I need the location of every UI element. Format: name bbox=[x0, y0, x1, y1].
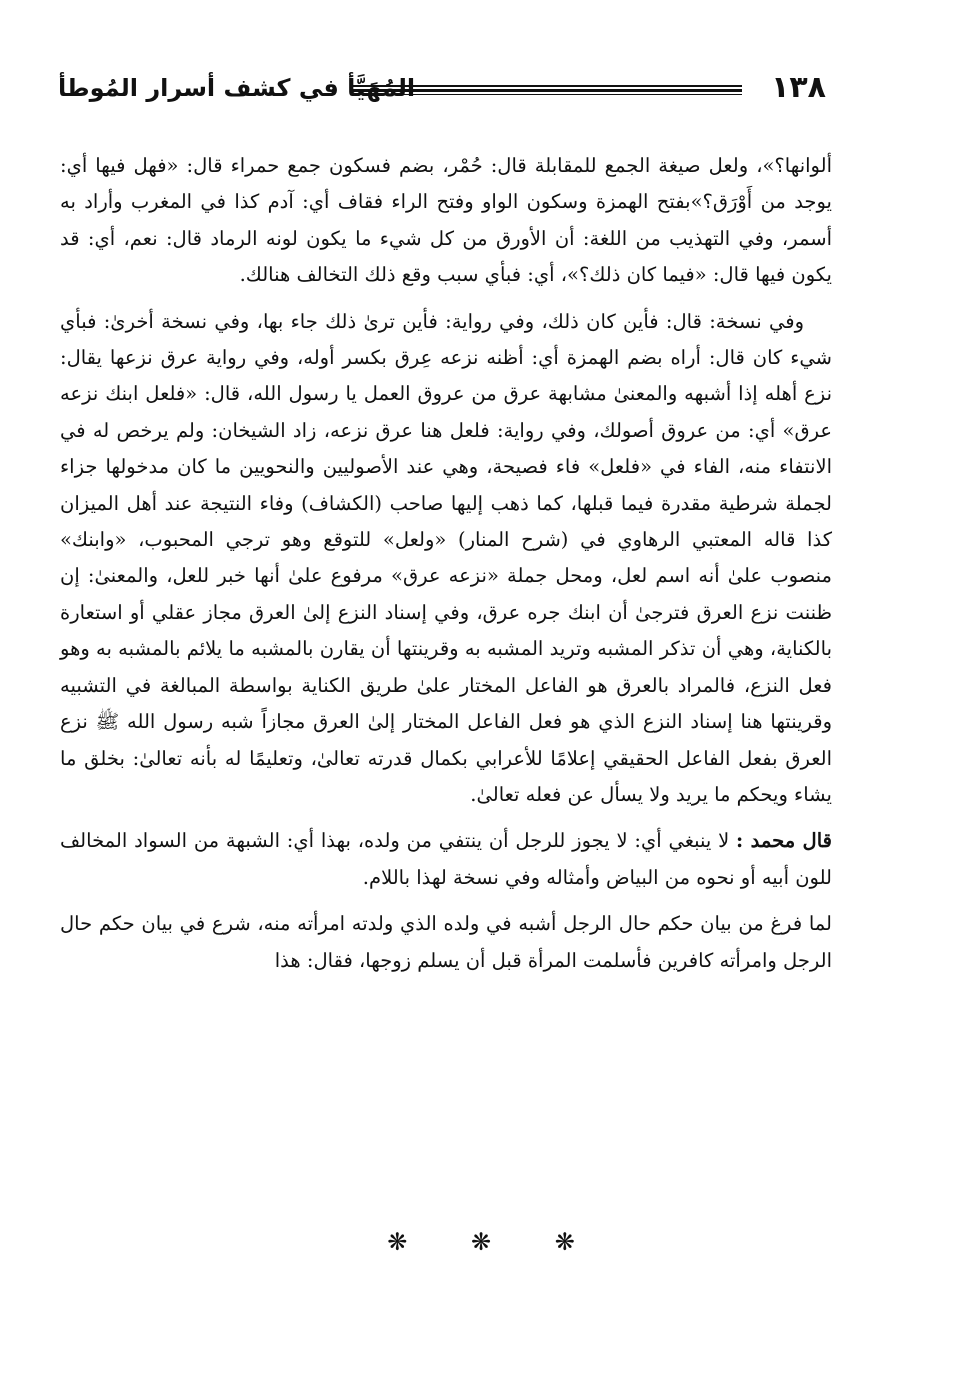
body-text bbox=[60, 148, 832, 989]
page-header bbox=[58, 68, 826, 112]
section-separator bbox=[0, 1228, 962, 1256]
paragraph-text: وفي نسخة: قال: فأين كان ذلك، وفي رواية: فأين ترىٰ ذلك جاء بها، وفي نسخة أخرىٰ: فبأي شيء كان قال: أراه بضم الهمزة أي: أظنه نزعه عِرق بكسر أوله، وفي رواية عرق نزعها يقال: نزع أهله إذا أشبهه والمعنىٰ مشابهة عرق من عروق العمل يا رسول الله، قال: «فلعل ابنك نزعه عرق» أي: من عروق أصولك، وفي رواية: فلعل هنا عرق نزعه، زاد الشيخان: ولم يرخص له في الانتفاء منه، الفاء في «فلعل» فاء فصيحة، وهي عند الأصوليين والنحويين ما كان مدخولها جزاء لجملة شرطية مقدرة فيما قبلها، كما ذهب إليها صاحب (الكشاف) وفاء النتيجة عند أهل الميزان كذا قاله المعتبي الرهاوي في (شرح المنار) «ولعل» للتوقع وهو ترجي المحبوب، «وابنك» منصوب علىٰ أنه اسم لعل، ومحل جملة «نزعه عرق» مرفوع علىٰ أنها خبر للعل، والمعنىٰ: إن ظننت نزع العرق فترجىٰ أن ابنك جره عرق، وفي إسناد النزع إلىٰ العرق مجاز عقلي أو استعارة بالكناية، وهي أن تذكر المشبه وتريد المشبه به وقرينتها أن يقارن بالمشبه ما يلائم بالمشبه به وهو فعل النزع، فالمراد بالعرق هو الفاعل المختار علىٰ طريق الكناية بواسطة المبالغة في التشبيه وقرينتها هنا إسناد النزع الذي هو فعل الفاعل المختار إلىٰ العرق مجازاً شبه رسول الله ﷺ نزع العرق بفعل الفاعل الحقيقي إعلامًا للأعرابي بكمال قدرته تعالىٰ، وتعليمًا له بأنه تعالىٰ: بخلق ما يشاء ويحكم ما يريد ولا يسأل عن فعله تعالىٰ. bbox=[60, 309, 832, 806]
page-number: ١٣٨ bbox=[771, 70, 826, 105]
asterism-icon: ❋ bbox=[554, 1228, 575, 1256]
asterism-icon: ❋ bbox=[470, 1228, 492, 1256]
paragraph-3 bbox=[60, 823, 832, 896]
paragraph-4 bbox=[60, 906, 832, 979]
paragraph-text: ألوانها؟»، ولعل صيغة الجمع للمقابلة قال: حُمْر، بضم فسكون جمع حمراء قال: «فهل فيها أي: يوجد من أَوْرَق؟»بفتح الهمزة وسكون الواو وفتح الراء فقاف أي: آدم كذا في المغرب وأراد به أسمر، وفي التهذيب من اللغة: أن الأورق من كل شيء ما يكون لونه الرماد قال: نعم، أي: قد يكون فيها قال: «فيما كان ذلك؟»، أي: فبأي سبب وقع ذلك التخالف هنالك. bbox=[60, 154, 832, 287]
paragraph-text: لا ينبغي أي: لا يجوز للرجل أن ينتفي من ولده، بهذا أي: الشبهة من السواد المخالف للون أبيه أو نحوه من البياض وأمثاله وفي نسخة لهذا باللام. bbox=[60, 829, 832, 889]
asterism-icon: ❋ bbox=[387, 1228, 408, 1256]
paragraph-1 bbox=[60, 148, 832, 294]
paragraph-lead: قال محمد : bbox=[736, 829, 832, 853]
running-title: المُهَيَّأ في كشف أسرار المُوطأ bbox=[58, 74, 416, 102]
paragraph-text: لما فرغ من بيان حكم حال الرجل أشبه في ولده الذي ولدته امرأته منه، شرع في بيان حكم حال الرجل وامرأته كافرين فأسلمت المرأة قبل أن يسلم زوجها، فقال: هذا bbox=[60, 912, 832, 972]
paragraph-2 bbox=[60, 304, 832, 814]
